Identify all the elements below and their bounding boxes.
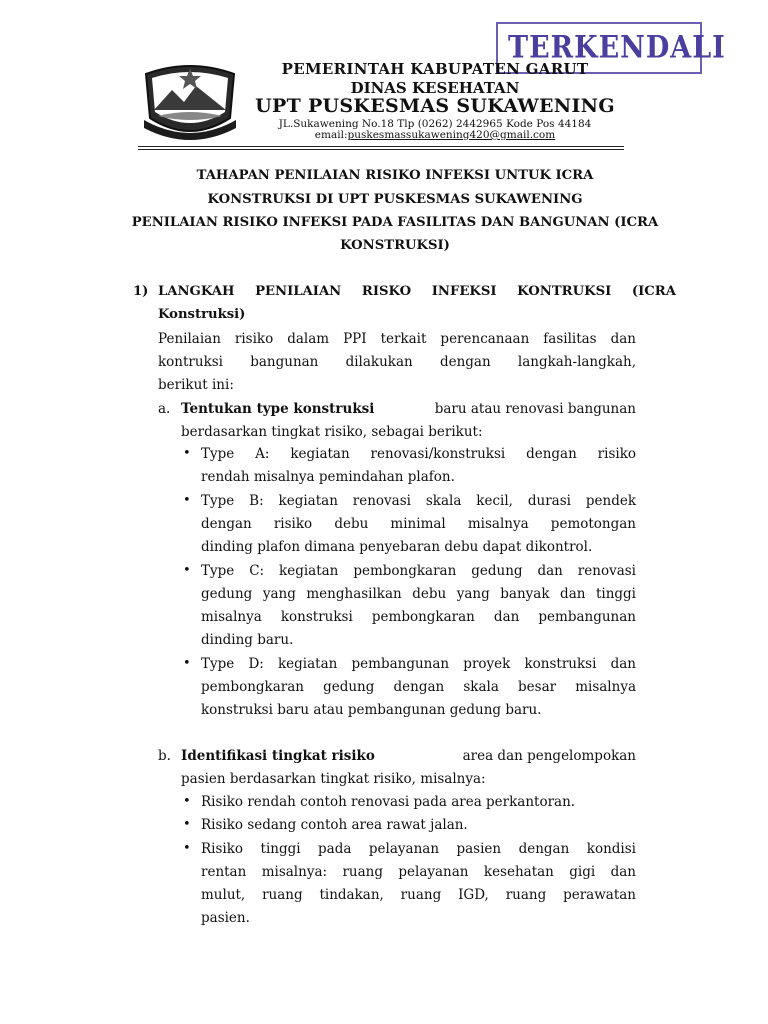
address: JL.Sukawening No.18 Tlp (0262) 2442965 Kode Pos 44184 [278, 118, 592, 130]
intro-line: kontruksi bangunan dilakukan dengan langkah-langkah, [158, 354, 636, 370]
bullet-text: misalnya konstruksi pembongkaran dan pembangunan [201, 609, 636, 625]
item-b-bold: Identifikasi tingkat risiko [181, 748, 375, 764]
section-heading-cont: Konstruksi) [158, 307, 246, 322]
bullet-text: Risiko rendah contoh renovasi pada area perkantoran. [201, 794, 576, 810]
doc-title-line1: TAHAPAN PENILAIAN RISIKO INFEKSI UNTUK ICRA [196, 168, 594, 183]
kabupaten-garut-logo [140, 60, 240, 142]
bullet-text: dinding plafon dimana penyebaran debu dapat dikontrol. [201, 539, 593, 555]
doc-title-line2: KONSTRUKSI DI UPT PUSKESMAS SUKAWENING [207, 192, 583, 207]
bullet-icon: • [183, 493, 191, 508]
bullet-text: gedung yang menghasilkan debu yang banyak dan tinggi [201, 586, 636, 602]
bullet-icon: • [183, 656, 191, 671]
institution-name: UPT PUSKESMAS SUKAWENING [255, 95, 615, 117]
item-b-line2: pasien berdasarkan tingkat risiko, misalnya: [181, 771, 486, 787]
bullet-text: Type A: kegiatan renovasi/konstruksi dengan risiko [201, 446, 636, 462]
bullet-text: Risiko tinggi pada pelayanan pasien dengan kondisi [201, 841, 636, 857]
section-number: 1) [133, 284, 149, 299]
section-heading: LANGKAH PENILAIAN RISKO INFEKSI KONTRUKSI (ICRA [158, 284, 676, 299]
bullet-text: Type D: kegiatan pembangunan proyek konstruksi dan [201, 656, 636, 672]
bullet-text: konstruksi baru atau pembangunan gedung baru. [201, 702, 542, 718]
bullet-text: dengan risiko debu minimal misalnya pemotongan [201, 516, 636, 532]
bullet-text: Type C: kegiatan pembongkaran gedung dan renovasi [201, 563, 636, 579]
item-a-line2: berdasarkan tingkat risiko, sebagai berikut: [181, 424, 483, 440]
intro-line: berikut ini: [158, 377, 234, 393]
bullet-icon: • [183, 446, 191, 461]
item-a-line1 [181, 401, 636, 417]
email-link[interactable]: puskesmassukawening420@gmail.com [347, 129, 556, 141]
email-line [250, 129, 620, 141]
bullet-icon: • [183, 563, 191, 578]
bullet-text: mulut, ruang tindakan, ruang IGD, ruang perawatan [201, 887, 636, 903]
bullet-icon: • [183, 841, 191, 856]
doc-title-line3: PENILAIAN RISIKO INFEKSI PADA FASILITAS DAN BANGUNAN (ICRA [131, 215, 659, 230]
header-rule-2 [138, 149, 624, 150]
doc-title-line4: KONSTRUKSI) [340, 238, 450, 253]
item-a-marker: a. [158, 401, 171, 417]
item-b-marker: b. [158, 748, 171, 764]
item-b-rest: area dan pengelompokan [462, 748, 636, 764]
bullet-text: Risiko sedang contoh area rawat jalan. [201, 817, 468, 833]
intro-line: Penilaian risiko dalam PPI terkait perencanaan fasilitas dan [158, 331, 636, 347]
item-a-rest: baru atau renovasi bangunan [434, 401, 636, 417]
bullet-icon: • [183, 817, 191, 832]
agency-name: DINAS KESEHATAN [350, 79, 520, 97]
bullet-text: pembongkaran gedung dengan skala besar misalnya [201, 679, 636, 695]
bullet-text: rendah misalnya pemindahan plafon. [201, 469, 455, 485]
item-a-bold: Tentukan type konstruksi [181, 401, 375, 417]
bullet-text: rentan misalnya: ruang pelayanan kesehatan gigi dan [201, 864, 636, 880]
bullet-text: dinding baru. [201, 632, 294, 648]
email-label: email: [314, 129, 348, 141]
bullet-text: Type B: kegiatan renovasi skala kecil, durasi pendek [201, 493, 636, 509]
gov-name: PEMERINTAH KABUPATEN GARUT [281, 60, 589, 78]
header-rule [138, 146, 624, 147]
bullet-text: pasien. [201, 910, 250, 926]
stamp-text: TERKENDALI [508, 30, 726, 66]
bullet-icon: • [183, 794, 191, 809]
item-b-line1 [181, 748, 636, 764]
